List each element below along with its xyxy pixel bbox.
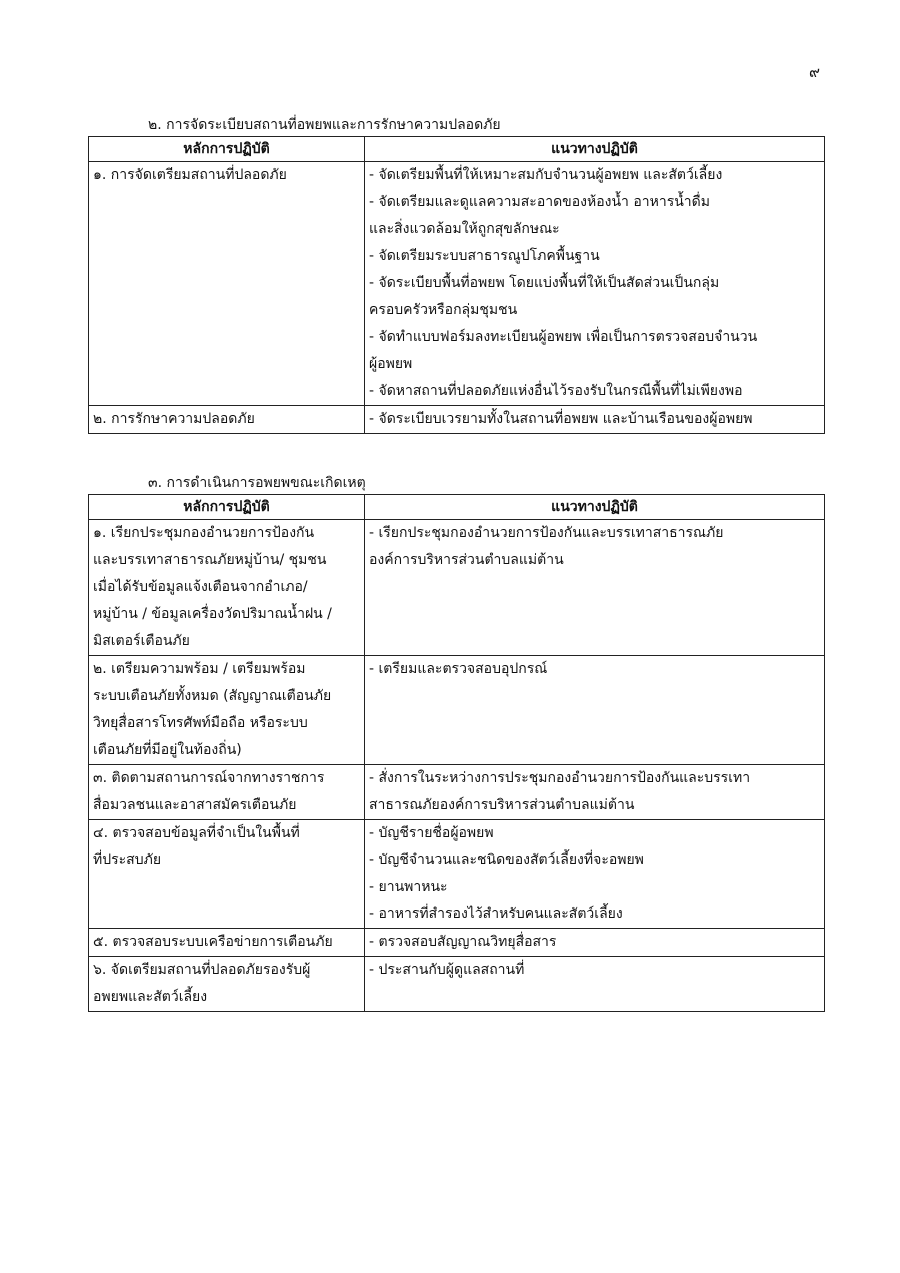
principle-line: เมื่อได้รับข้อมูลแจ้งเตือนจากอำเภอ/ xyxy=(93,579,308,595)
table-header-row xyxy=(89,495,825,520)
column-header-guideline: แนวทางปฏิบัติ xyxy=(365,137,825,162)
guideline-cell xyxy=(365,765,825,820)
section-2-table xyxy=(88,136,825,434)
guideline-line: - จัดเตรียมและดูแลความสะอาดของห้องน้ำ อาหารน้ำดื่ม xyxy=(369,194,710,210)
section-3-body xyxy=(89,520,825,1012)
guideline-line: - บัญชีรายชื่อผู้อพยพ xyxy=(369,825,494,841)
table-header-row xyxy=(89,137,825,162)
column-header-principle: หลักการปฏิบัติ xyxy=(89,495,365,520)
guideline-line: สาธารณภัยองค์การบริหารส่วนตำบลแม่ต้าน xyxy=(369,797,635,813)
principle-line: หมู่บ้าน / ข้อมูลเครื่องวัดปริมาณน้ำฝน / xyxy=(93,606,332,622)
section-3-table xyxy=(88,494,825,1012)
section-2-title: ๒. การจัดระเบียบสถานที่อพยพและการรักษาความปลอดภัย xyxy=(148,117,501,133)
guideline-line: องค์การบริหารส่วนตำบลแม่ต้าน xyxy=(369,552,564,568)
guideline-cell xyxy=(365,520,825,656)
guideline-line: - ยานพาหนะ xyxy=(369,879,448,895)
guideline-cell xyxy=(365,929,825,957)
principle-cell xyxy=(89,406,365,434)
principle-cell xyxy=(89,765,365,820)
guideline-line: - เรียกประชุมกองอำนวยการป้องกันและบรรเทาสาธารณภัย xyxy=(369,525,724,541)
column-header-guideline: แนวทางปฏิบัติ xyxy=(365,495,825,520)
principle-line: ๒. เตรียมความพร้อม / เตรียมพร้อม xyxy=(93,661,306,677)
principle-cell xyxy=(89,929,365,957)
guideline-line: - จัดระเบียบเวรยามทั้งในสถานที่อพยพ และบ้านเรือนของผู้อพยพ xyxy=(369,411,753,427)
table-row xyxy=(89,957,825,1012)
guideline-line: - จัดหาสถานที่ปลอดภัยแห่งอื่นไว้รองรับในกรณีพื้นที่ไม่เพียงพอ xyxy=(369,383,743,399)
guideline-line: - เตรียมและตรวจสอบอุปกรณ์ xyxy=(369,661,548,677)
column-header-principle: หลักการปฏิบัติ xyxy=(89,137,365,162)
principle-line: ๒. การรักษาความปลอดภัย xyxy=(93,411,255,427)
guideline-line: และสิ่งแวดล้อมให้ถูกสุขลักษณะ xyxy=(369,221,560,237)
principle-cell xyxy=(89,957,365,1012)
table-row xyxy=(89,162,825,406)
table-row xyxy=(89,929,825,957)
guideline-cell xyxy=(365,162,825,406)
guideline-line: - จัดเตรียมระบบสาธารณูปโภคพื้นฐาน xyxy=(369,248,600,264)
principle-line: ที่ประสบภัย xyxy=(93,852,162,868)
guideline-line: - อาหารที่สำรองไว้สำหรับคนและสัตว์เลี้ยง xyxy=(369,906,623,922)
section-3-title: ๓. การดำเนินการอพยพขณะเกิดเหตุ xyxy=(148,475,366,491)
guideline-line: - จัดทำแบบฟอร์มลงทะเบียนผู้อพยพ เพื่อเป็นการตรวจสอบจำนวน xyxy=(369,329,758,345)
principle-cell xyxy=(89,656,365,765)
principle-line: ๕. ตรวจสอบระบบเครือข่ายการเตือนภัย xyxy=(93,934,333,950)
table-row xyxy=(89,520,825,656)
guideline-line: ผู้อพยพ xyxy=(369,356,413,372)
table-row xyxy=(89,820,825,929)
guideline-cell xyxy=(365,656,825,765)
guideline-cell xyxy=(365,820,825,929)
guideline-cell xyxy=(365,957,825,1012)
principle-line: ๔. ตรวจสอบข้อมูลที่จำเป็นในพื้นที่ xyxy=(93,825,300,841)
guideline-line: - จัดระเบียบพื้นที่อพยพ โดยแบ่งพื้นที่ให้เป็นสัดส่วนเป็นกลุ่ม xyxy=(369,275,720,291)
principle-line: และบรรเทาสาธารณภัยหมู่บ้าน/ ชุมชน xyxy=(93,552,327,568)
section-2-body xyxy=(89,162,825,434)
principle-line: วิทยุสื่อสารโทรศัพท์มือถือ หรือระบบ xyxy=(93,715,308,731)
table-row xyxy=(89,656,825,765)
guideline-cell xyxy=(365,406,825,434)
principle-line: ๖. จัดเตรียมสถานที่ปลอดภัยรองรับผู้ xyxy=(93,962,311,978)
guideline-line: ครอบครัวหรือกลุ่มชุมชน xyxy=(369,302,518,318)
guideline-line: - ประสานกับผู้ดูแลสถานที่ xyxy=(369,962,525,978)
guideline-line: - จัดเตรียมพื้นที่ให้เหมาะสมกับจำนวนผู้อพยพ และสัตว์เลี้ยง xyxy=(369,167,723,183)
guideline-line: - สั่งการในระหว่างการประชุมกองอำนวยการป้องกันและบรรเทา xyxy=(369,770,751,786)
table-row xyxy=(89,765,825,820)
principle-line: เตือนภัยที่มีอยู่ในท้องถิ่น) xyxy=(93,742,242,758)
principle-cell xyxy=(89,162,365,406)
principle-line: ระบบเตือนภัยทั้งหมด (สัญญาณเตือนภัย xyxy=(93,688,332,704)
table-row xyxy=(89,406,825,434)
principle-line: มิสเตอร์เตือนภัย xyxy=(93,633,190,649)
principle-cell xyxy=(89,520,365,656)
guideline-line: - บัญชีจำนวนและชนิดของสัตว์เลี้ยงที่จะอพยพ xyxy=(369,852,644,868)
principle-cell xyxy=(89,820,365,929)
principle-line: สื่อมวลชนและอาสาสมัครเตือนภัย xyxy=(93,797,297,813)
guideline-line: - ตรวจสอบสัญญาณวิทยุสื่อสาร xyxy=(369,934,557,950)
principle-line: อพยพและสัตว์เลี้ยง xyxy=(93,989,208,1005)
page-number: ๙ xyxy=(809,63,820,81)
principle-line: ๑. การจัดเตรียมสถานที่ปลอดภัย xyxy=(93,167,287,183)
principle-line: ๓. ติดตามสถานการณ์จากทางราชการ xyxy=(93,770,325,786)
principle-line: ๑. เรียกประชุมกองอำนวยการป้องกัน xyxy=(93,525,315,541)
